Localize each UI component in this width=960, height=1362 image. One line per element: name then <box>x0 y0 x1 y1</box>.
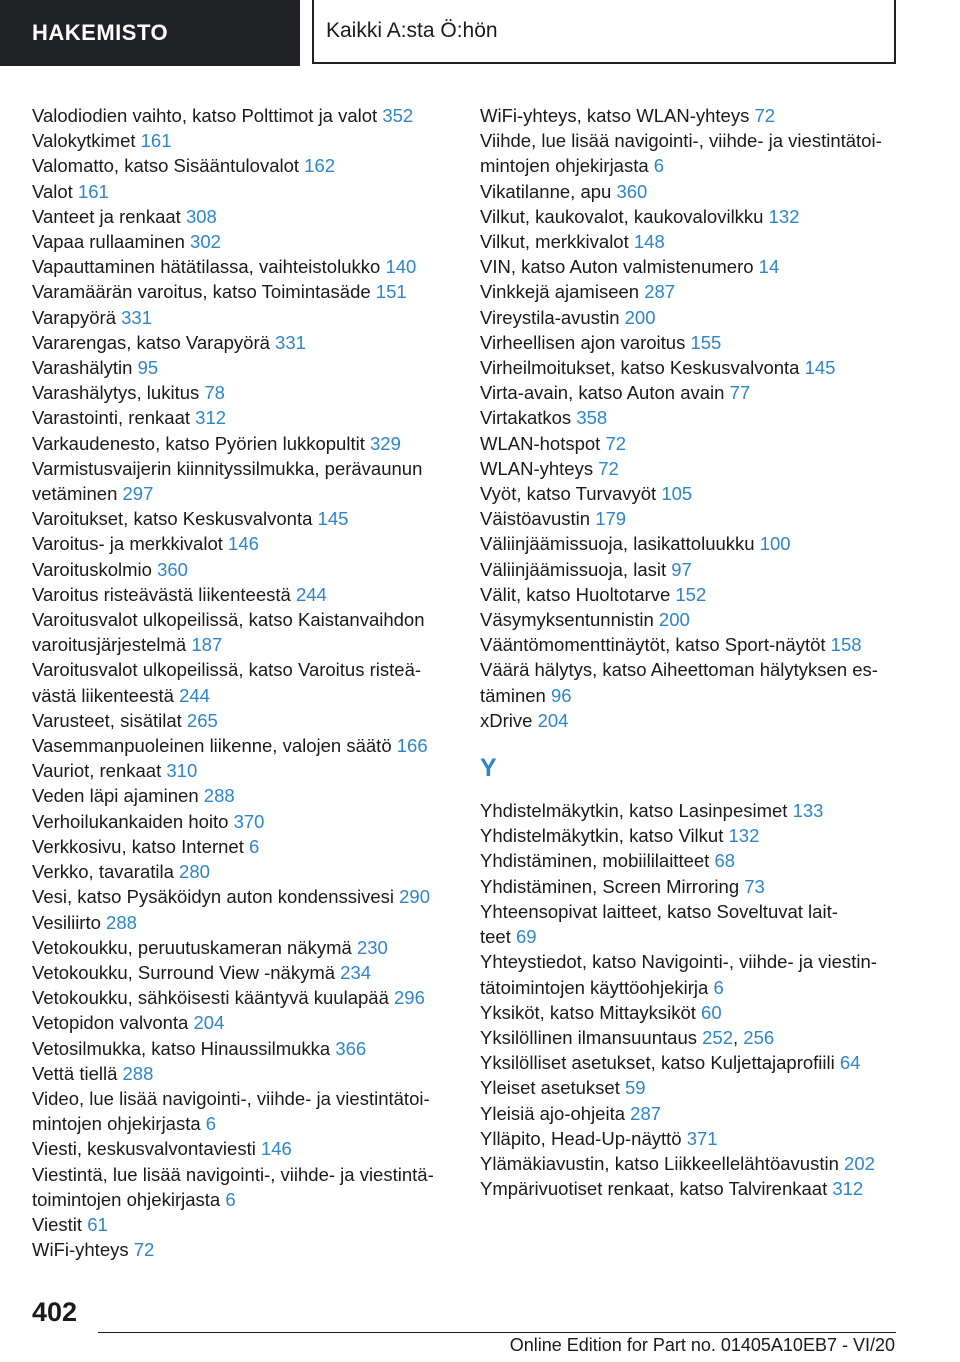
index-entry <box>480 657 900 707</box>
page-reference-link[interactable]: 95 <box>137 357 159 379</box>
index-entry-text: Valomatto, katso Sisääntulovalot <box>32 155 300 177</box>
index-entry <box>32 910 447 935</box>
index-entry-text: Varoitus risteävästä liikenteestä <box>32 583 291 605</box>
index-entry <box>32 431 447 456</box>
index-entry-text: varoitusjärjestelmä <box>32 634 187 656</box>
page-reference-link[interactable]: 331 <box>121 306 152 328</box>
page-reference-link[interactable]: 61 <box>87 1213 108 1235</box>
page-reference-link[interactable]: 152 <box>675 583 707 605</box>
index-entry <box>32 657 447 707</box>
index-entry-text: Ylämäkiavustin, katso Liikkeellelähtöavustin <box>480 1152 839 1174</box>
page-reference-link[interactable]: 252 <box>702 1026 733 1048</box>
page-reference-link[interactable]: 358 <box>576 407 608 429</box>
index-entry-text: Verhoilukankaiden hoito <box>32 810 229 832</box>
index-entry-text: Varoitus- ja merkkivalot <box>32 533 223 555</box>
index-entry-text: Yksilöllinen ilmansuuntaus <box>480 1026 697 1048</box>
index-entry-continuation <box>32 481 447 506</box>
index-entry-text: Väärä hälytys, katso Aiheettoman hälytyksen es- <box>480 659 878 681</box>
page-reference-link[interactable]: 352 <box>382 105 414 126</box>
index-entry <box>480 103 900 128</box>
index-entry-text: Vireystila-avustin <box>480 306 620 328</box>
index-entry <box>480 607 900 632</box>
page-reference-link[interactable]: 280 <box>179 861 210 883</box>
index-entry-text: Yksilölliset asetukset, katso Kuljettajaprofiili <box>480 1052 835 1074</box>
index-entry <box>32 229 447 254</box>
index-entry-text: Valodiodien vaihto, katso Polttimot ja valot <box>32 105 378 126</box>
page-reference-link[interactable]: 6 <box>225 1188 236 1210</box>
index-column-right <box>480 103 900 1201</box>
index-entry-text: Varashälytys, lukitus <box>32 382 200 404</box>
page-reference-link[interactable]: 145 <box>804 357 836 379</box>
page-reference-link[interactable]: 96 <box>550 684 572 706</box>
index-entry <box>480 179 900 204</box>
page-reference-link[interactable]: 64 <box>839 1052 861 1074</box>
page-reference-link[interactable]: 145 <box>317 508 349 530</box>
index-entry <box>32 456 447 506</box>
index-entry <box>32 279 447 304</box>
page-reference-link[interactable]: 100 <box>759 533 791 555</box>
index-entry-text: västä liikenteestä <box>32 684 174 706</box>
page-reference-link[interactable]: 234 <box>340 961 372 983</box>
index-entry-text: Yhdistelmäkytkin, katso Lasinpesimet <box>480 800 788 822</box>
page-reference-link[interactable]: 105 <box>661 483 693 505</box>
index-entry-text: xDrive <box>480 709 533 731</box>
index-entry <box>480 254 900 279</box>
page-reference-link[interactable]: 230 <box>356 936 388 958</box>
index-entry <box>32 380 447 405</box>
page-reference-link[interactable]: 204 <box>537 709 569 731</box>
page-reference-link[interactable]: 288 <box>122 1062 154 1084</box>
page-reference-link[interactable]: 14 <box>758 256 780 278</box>
index-entry-text: Yleiset asetukset <box>480 1077 620 1099</box>
index-entry-text: Vinkkejä ajamiseen <box>480 281 640 303</box>
index-entry-text: WiFi-yhteys <box>32 1239 129 1261</box>
page-reference-link[interactable]: 78 <box>204 382 225 404</box>
index-entry-text: Varapyörä <box>32 306 116 328</box>
index-entry-text: mintojen ohjekirjasta <box>480 155 649 177</box>
index-entry <box>480 1176 900 1201</box>
page-reference-link[interactable]: 310 <box>166 760 198 782</box>
index-entry <box>480 1050 900 1075</box>
index-entry <box>480 1126 900 1151</box>
index-entry <box>32 935 447 960</box>
index-entry <box>32 859 447 884</box>
page-reference-link[interactable]: 187 <box>191 634 223 656</box>
index-entry-text: Virheilmoitukset, katso Keskusvalvonta <box>480 357 800 379</box>
index-entry-text: teet <box>480 926 511 948</box>
index-entry-text: Varastointi, renkaat <box>32 407 191 429</box>
page-reference-link[interactable]: 312 <box>195 407 227 429</box>
page-reference-link[interactable]: 155 <box>690 331 722 353</box>
index-entry-text: Vikatilanne, apu <box>480 180 612 202</box>
page-reference-link[interactable]: 6 <box>713 976 724 998</box>
index-entry-text: Väsymyksentunnistin <box>480 609 654 631</box>
index-entry-text: Viesti, keskusvalvontaviesti <box>32 1138 256 1160</box>
index-entry-text: Viestit <box>32 1213 83 1235</box>
index-entry <box>32 884 447 909</box>
index-entry <box>32 607 447 657</box>
index-entry-text: Ympärivuotiset renkaat, katso Talvirenkaat <box>480 1178 828 1200</box>
index-entry <box>32 531 447 556</box>
page-reference-link[interactable]: 97 <box>671 558 692 580</box>
index-entry-text: Verkkosivu, katso Internet <box>32 835 244 857</box>
index-entry-text: Vettä tiellä <box>32 1062 118 1084</box>
index-entry <box>32 582 447 607</box>
index-entry-text: Vararengas, katso Varapyörä <box>32 331 270 353</box>
index-entry <box>32 1162 447 1212</box>
index-entry <box>480 456 900 481</box>
index-entry-text: täminen <box>480 684 546 706</box>
section-tab: HAKEMISTO <box>0 0 300 66</box>
index-entry <box>480 848 900 873</box>
index-entry-continuation <box>32 632 447 657</box>
index-entry <box>32 305 447 330</box>
index-entry <box>32 783 447 808</box>
index-entry <box>32 405 447 430</box>
page-reference-link[interactable]: 256 <box>743 1026 775 1048</box>
index-entry-continuation <box>32 1111 447 1136</box>
page-reference-link[interactable]: 370 <box>233 810 265 832</box>
page-reference-link[interactable]: 296 <box>394 987 425 1009</box>
index-entry-text: Yhdistäminen, Screen Mirroring <box>480 875 740 897</box>
index-entry-text: Väliinjäämissuoja, lasikattoluukku <box>480 533 755 555</box>
page-reference-link[interactable]: 72 <box>133 1239 155 1261</box>
page-reference-link[interactable]: 146 <box>228 533 259 555</box>
index-entry <box>480 204 900 229</box>
page-reference-link[interactable]: 69 <box>516 926 537 948</box>
index-entry <box>480 874 900 899</box>
index-entry-text: tätoimintojen käyttöohjekirja <box>480 976 709 998</box>
page-reference-link[interactable]: 161 <box>140 130 172 152</box>
index-entry <box>32 834 447 859</box>
page-reference-link[interactable]: 312 <box>832 1178 864 1200</box>
page-reference-link[interactable]: 360 <box>616 180 648 202</box>
footer-divider <box>98 1332 896 1333</box>
index-entry-text: Yhdistelmäkytkin, katso Vilkut <box>480 825 724 847</box>
index-entry <box>480 708 900 733</box>
index-list-bottom <box>480 798 900 1201</box>
index-entry-text: toimintojen ohjekirjasta <box>32 1188 221 1210</box>
index-entry-continuation <box>32 683 447 708</box>
section-letter: Y <box>480 754 497 783</box>
index-entry-text: Valokytkimet <box>32 130 136 152</box>
index-entry <box>480 557 900 582</box>
index-entry <box>480 1000 900 1025</box>
index-entry <box>32 330 447 355</box>
page-reference-link[interactable]: 133 <box>792 800 824 822</box>
index-entry-text: WiFi-yhteys, katso WLAN-yhteys <box>480 105 750 126</box>
index-entry-text: Yhteensopivat laitteet, katso Soveltuvat lait- <box>480 900 838 922</box>
index-entry <box>32 506 447 531</box>
index-entry-text: Varamäärän varoitus, katso Toimintasäde <box>32 281 371 303</box>
page-reference-link[interactable]: 288 <box>203 785 235 807</box>
page-reference-link[interactable]: 244 <box>295 583 327 605</box>
footer-edition: Online Edition for Part no. 01405A10EB7 - VI/20 <box>509 1335 895 1355</box>
page-reference-link[interactable]: 132 <box>728 825 760 847</box>
index-entry <box>32 708 447 733</box>
page-reference-link[interactable]: 329 <box>370 432 401 454</box>
index-entry-text: Varusteet, sisätilat <box>32 709 182 731</box>
index-entry <box>32 355 447 380</box>
index-entry <box>32 1212 447 1237</box>
index-entry <box>32 153 447 178</box>
page-reference-link[interactable]: 146 <box>260 1138 292 1160</box>
index-entry <box>480 128 900 178</box>
page-reference-link[interactable]: 72 <box>605 432 627 454</box>
index-entry-text: Vilkut, kaukovalot, kaukovalovilkku <box>480 205 764 227</box>
index-entry-text: Vanteet ja renkaat <box>32 205 181 227</box>
page-reference-link[interactable]: 59 <box>625 1077 646 1099</box>
page-reference-link[interactable]: 302 <box>190 231 221 253</box>
index-entry <box>32 1237 447 1262</box>
index-entry-text: Video, lue lisää navigointi-, viihde- ja viestintätoi- <box>32 1087 430 1109</box>
index-entry-text: Vauriot, renkaat <box>32 760 162 782</box>
index-entry-text: vetäminen <box>32 483 118 505</box>
page-reference-link[interactable]: 265 <box>186 709 218 731</box>
index-entry <box>480 506 900 531</box>
index-entry-text: VIN, katso Auton valmistenumero <box>480 256 754 278</box>
index-entry-text: Verkko, tavaratila <box>32 861 174 883</box>
index-entry-text: Vetosilmukka, katso Hinaussilmukka <box>32 1037 331 1059</box>
index-entry <box>480 632 900 657</box>
index-entry <box>480 330 900 355</box>
index-column-left <box>32 103 447 1262</box>
page-reference-link[interactable]: 6 <box>205 1113 217 1135</box>
page-reference-link[interactable]: 179 <box>595 508 627 530</box>
page-reference-link[interactable]: 297 <box>122 483 154 505</box>
index-entry-text: Vetokoukku, Surround View -näkymä <box>32 961 336 983</box>
page-reference-link[interactable]: 287 <box>630 1102 662 1124</box>
index-entry-continuation <box>480 975 900 1000</box>
index-entry-text: Yksiköt, katso Mittayksiköt <box>480 1001 696 1023</box>
index-entry <box>480 531 900 556</box>
index-entry <box>32 960 447 985</box>
index-entry-text: Varoitusvalot ulkopeilissä, katso Kaistanvaihdon <box>32 609 425 631</box>
index-entry <box>480 405 900 430</box>
index-entry <box>480 1151 900 1176</box>
page-reference-link[interactable]: 287 <box>644 281 676 303</box>
page-reference-link[interactable]: 6 <box>653 155 665 177</box>
index-entry-text: Välit, katso Huoltotarve <box>480 583 671 605</box>
page-reference-link[interactable]: 360 <box>157 558 188 580</box>
index-entry-text: Virta-avain, katso Auton avain <box>480 382 725 404</box>
index-entry <box>480 582 900 607</box>
index-entry: Yksilöllinen ilmansuuntaus 252, 256 <box>480 1026 775 1048</box>
index-entry <box>480 823 900 848</box>
index-entry <box>32 103 447 128</box>
index-entry-continuation <box>480 153 900 178</box>
index-entry <box>480 1101 900 1126</box>
index-entry-text: Vyöt, katso Turvavyöt <box>480 483 657 505</box>
page-reference-link[interactable]: 151 <box>375 281 407 303</box>
index-entry-text: Veden läpi ajaminen <box>32 785 199 807</box>
index-entry-text: Valot <box>32 180 73 202</box>
page-reference-link[interactable]: 288 <box>106 911 137 933</box>
index-entry-text: Vapaa rullaaminen <box>32 231 185 253</box>
index-entry <box>32 733 447 758</box>
index-entry-text: Vääntömomenttinäytöt, katso Sport-näytöt <box>480 634 826 656</box>
index-entry <box>32 1036 447 1061</box>
page-reference-link[interactable]: 244 <box>179 684 210 706</box>
index-entry-text: Vetokoukku, peruutuskameran näkymä <box>32 936 352 958</box>
index-entry <box>32 557 447 582</box>
page-reference-link[interactable]: 331 <box>275 331 306 353</box>
page-reference-link[interactable]: 73 <box>744 875 765 897</box>
index-entry-text: Vesiliirto <box>32 911 101 933</box>
index-entry-text: WLAN-hotspot <box>480 432 601 454</box>
index-entry <box>32 809 447 834</box>
page-reference-link[interactable]: 290 <box>399 886 431 908</box>
page-header <box>0 0 960 66</box>
index-entry <box>480 481 900 506</box>
page-reference-link[interactable]: 204 <box>193 1012 225 1034</box>
page-reference-link[interactable]: 132 <box>768 205 800 227</box>
index-entry <box>480 431 900 456</box>
index-entry <box>480 949 900 999</box>
page-reference-link[interactable]: 158 <box>830 634 862 656</box>
page-reference-link[interactable]: 371 <box>686 1127 718 1149</box>
page-reference-link[interactable]: 366 <box>335 1037 367 1059</box>
index-entry-text: Varoitukset, katso Keskusvalvonta <box>32 508 313 530</box>
index-entry <box>480 229 900 254</box>
index-entry-continuation <box>480 683 900 708</box>
index-entry-text: Vetopidon valvonta <box>32 1012 189 1034</box>
page-number: 402 <box>32 1297 78 1327</box>
index-entry <box>32 1010 447 1035</box>
page-reference-link[interactable]: 6 <box>248 835 260 857</box>
index-entry-text: WLAN-yhteys <box>480 457 594 479</box>
index-entry-text: Varmistusvaijerin kiinnityssilmukka, perävaunun <box>32 457 423 479</box>
index-entry-continuation <box>480 924 900 949</box>
page-reference-link[interactable]: 202 <box>844 1152 875 1174</box>
index-entry <box>480 305 900 330</box>
index-entry <box>480 899 900 949</box>
index-entry-text: Viestintä, lue lisää navigointi-, viihde- ja viestintä- <box>32 1163 434 1185</box>
index-entry-continuation <box>32 1187 447 1212</box>
index-entry <box>480 798 900 823</box>
index-entry <box>480 279 900 304</box>
index-list-top <box>480 103 900 733</box>
index-entry-text: Varashälytin <box>32 357 133 379</box>
page-reference-link[interactable]: 166 <box>396 735 428 757</box>
page-reference-link[interactable]: 68 <box>714 850 736 872</box>
index-entry-text: Vasemmanpuoleinen liikenne, valojen säätö <box>32 735 392 757</box>
index-entry-text: Ylläpito, Head-Up-näyttö <box>480 1127 682 1149</box>
index-entry-text: Virheellisen ajon varoitus <box>480 331 686 353</box>
page-reference-link[interactable]: 77 <box>729 382 751 404</box>
index-entry <box>32 1086 447 1136</box>
index-entry-text: Vetokoukku, sähköisesti kääntyvä kuulapää <box>32 987 389 1009</box>
index-entry <box>32 985 447 1010</box>
index-entry-text: Varkaudenesto, katso Pyörien lukkopultit <box>32 432 365 454</box>
index-entry-text: Yleisiä ajo-ohjeita <box>480 1102 626 1124</box>
page-reference-link[interactable]: 161 <box>77 180 109 202</box>
index-entry-text: Vapauttaminen hätätilassa, vaihteistolukko <box>32 256 381 278</box>
index-entry <box>32 254 447 279</box>
index-entry-text: Väliinjäämissuoja, lasit <box>480 558 667 580</box>
index-entry-text: Varoituskolmio <box>32 558 152 580</box>
index-entry <box>32 758 447 783</box>
page-reference-link[interactable]: 162 <box>304 155 336 177</box>
index-entry <box>480 355 900 380</box>
page-reference-link[interactable]: 148 <box>633 231 665 253</box>
page-reference-link[interactable]: 200 <box>658 609 690 631</box>
index-entry-text: Vesi, katso Pysäköidyn auton kondenssivesi <box>32 886 394 908</box>
page-reference-link[interactable]: 72 <box>598 457 619 479</box>
index-entry <box>480 1075 900 1100</box>
index-entry <box>32 1061 447 1086</box>
page-title: Kaikki A:sta Ö:hön <box>312 0 896 64</box>
index-entry <box>32 204 447 229</box>
index-entry-text: Yhdistäminen, mobiililaitteet <box>480 850 710 872</box>
index-entry-text: Varoitusvalot ulkopeilissä, katso Varoitus risteä- <box>32 659 422 681</box>
index-entry-text: mintojen ohjekirjasta <box>32 1113 201 1135</box>
page-reference-link[interactable]: 308 <box>185 205 217 227</box>
index-entry <box>32 128 447 153</box>
index-entry <box>480 380 900 405</box>
index-entry <box>32 179 447 204</box>
page-reference-link[interactable]: 200 <box>624 306 656 328</box>
index-entry-text: Yhteystiedot, katso Navigointi-, viihde- ja viestin- <box>480 951 877 973</box>
index-entry-text: Väistöavustin <box>480 508 591 530</box>
page-reference-link[interactable]: 72 <box>754 105 776 126</box>
page-reference-link[interactable]: 140 <box>385 256 417 278</box>
index-entry-text: Vilkut, merkkivalot <box>480 231 629 253</box>
page-reference-link[interactable]: 60 <box>701 1001 722 1023</box>
index-entry <box>32 1136 447 1161</box>
index-entry-text: Viihde, lue lisää navigointi-, viihde- ja viestintätoi- <box>480 130 882 152</box>
index-entry-text: Virtakatkos <box>480 407 572 429</box>
